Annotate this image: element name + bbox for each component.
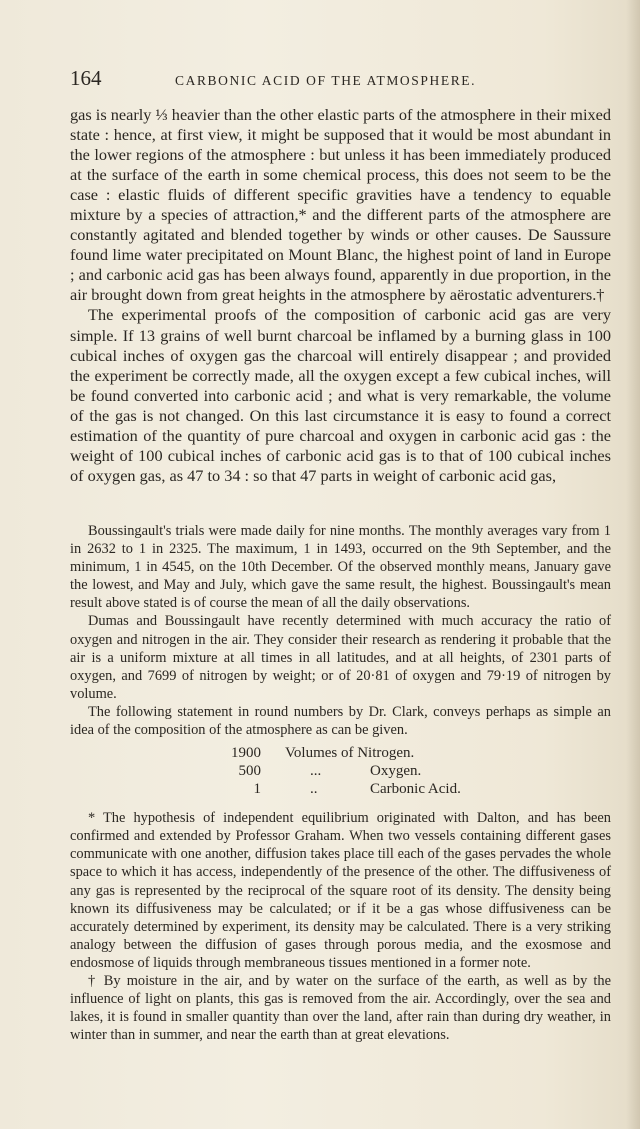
main-text	[70, 105, 611, 486]
footnote-dagger: † By moisture in the air, and by water on the surface of the earth, as well as by the influence of light on plants, this gas is removed from the air. Accordingly, over the sea and lakes, it is found in smaller quantity than over the land, after rain than during dry weather, in winter than in summer, and near the earth than at great elevations.	[70, 972, 611, 1044]
main-paragraph-2: The experimental proofs of the composition of carbonic acid gas are very simple. If 13 grains of well burnt charcoal be inflamed by a burning glass in 100 cubical inches of oxygen gas the charcoal will entirely disappear ; and provided the experiment be correctly made, all the oxygen except a few cubical inches, will be found converted into carbonic acid ; and what is very remarkable, the volume of the gas is not changed. On this last circumstance it is easy to found a correct estimation of the quantity of pure charcoal and oxygen in carbonic acid gas : the weight of 100 cubical inches of carbonic acid gas is to that of 100 cubical inches of oxygen gas, as 47 to 34 : so that 47 parts in weight of carbonic acid gas,	[70, 305, 611, 485]
notes-section	[70, 522, 611, 1044]
page-edge-shadow	[626, 0, 640, 1129]
footnote-asterisk: * The hypothesis of independent equilibrium originated with Dalton, and has been confirmed and extended by Professor Graham. When two vessels containing different gases communicate with one another, diffusion takes place till each of the gases pervades the whole space to which it has access, independently of the presence of the other. The diffusiveness of any gas is represented by the reciprocal of the square root of its density. The density being known its diffusiveness may be calculated; or if it be a gas whose diffusiveness can be accurately determined by experiment, its density may be calculated. There is a very striking analogy between the diffusion of gases through porous media, and the exosmose and endosmose of liquids through membraneous tissues mentioned in a former note.	[70, 810, 611, 971]
composition-table	[70, 744, 611, 802]
table-row	[70, 744, 611, 762]
table-cell-gas: Carbonic Acid.	[370, 781, 461, 798]
note-paragraph-boussingault: Boussingault's trials were made daily for nine months. The monthly averages vary from 1 in 2632 to 1 in 2325. The maximum, 1 in 1493, occurred on the 9th September, and the minimum, 1 in 4545, on the 10th December. Of the observed monthly means, January gave the lowest, and May and July, which gave the same result, the highest. Boussingault's mean result above stated is of course the mean of all the daily observations.	[70, 523, 611, 612]
page-number: 164	[70, 66, 102, 90]
page-header	[70, 66, 610, 96]
table-cell-gas: Oxygen.	[370, 763, 422, 780]
note-paragraph-dumas: Dumas and Boussingault have recently determined with much accuracy the ratio of oxygen and nitrogen in the air. They consider their research as rendering it probable that the air is a uniform mixture at all times in all latitudes, and at all heights, of 2301 parts of oxygen, and 7699 of nitrogen by weight; or of 20·81 of oxygen and 79·19 of nitrogen by volume.	[70, 613, 611, 702]
table-row	[70, 780, 611, 798]
table-cell-gas: Volumes of Nitrogen.	[285, 745, 415, 762]
table-row	[70, 762, 611, 780]
table-cell-dots: ...	[310, 763, 322, 780]
main-paragraph-1: gas is nearly ⅓ heavier than the other elastic parts of the atmosphere in their mixed state : hence, at first view, it might be supposed that it would be most abundant in the lower regions of the atmosphere : but unless it has been immediately produced at the surface of the earth in some chemical process, this does not seem to be the case : elastic fluids of different specific gravities have a tendency to equable mixture by a species of attraction,* and the different parts of the atmosphere are constantly agitated and blended together by winds or other causes. De Saussure found lime water precipitated on Mount Blanc, the highest point of land in Europe ; and carbonic acid gas has been always found, apparently in due proportion, in the air brought down from great heights in the atmosphere by aërostatic adventurers.†	[70, 105, 611, 305]
table-cell-dots: ..	[310, 781, 318, 798]
note-paragraph-clark: The following statement in round numbers by Dr. Clark, conveys perhaps as simple an idea of the composition of the atmosphere as can be given.	[70, 703, 611, 739]
table-cell-number: 1	[253, 781, 261, 798]
running-title: CARBONIC ACID OF THE ATMOSPHERE.	[175, 73, 477, 88]
table-cell-number: 1900	[231, 745, 261, 762]
table-cell-number: 500	[238, 763, 261, 780]
